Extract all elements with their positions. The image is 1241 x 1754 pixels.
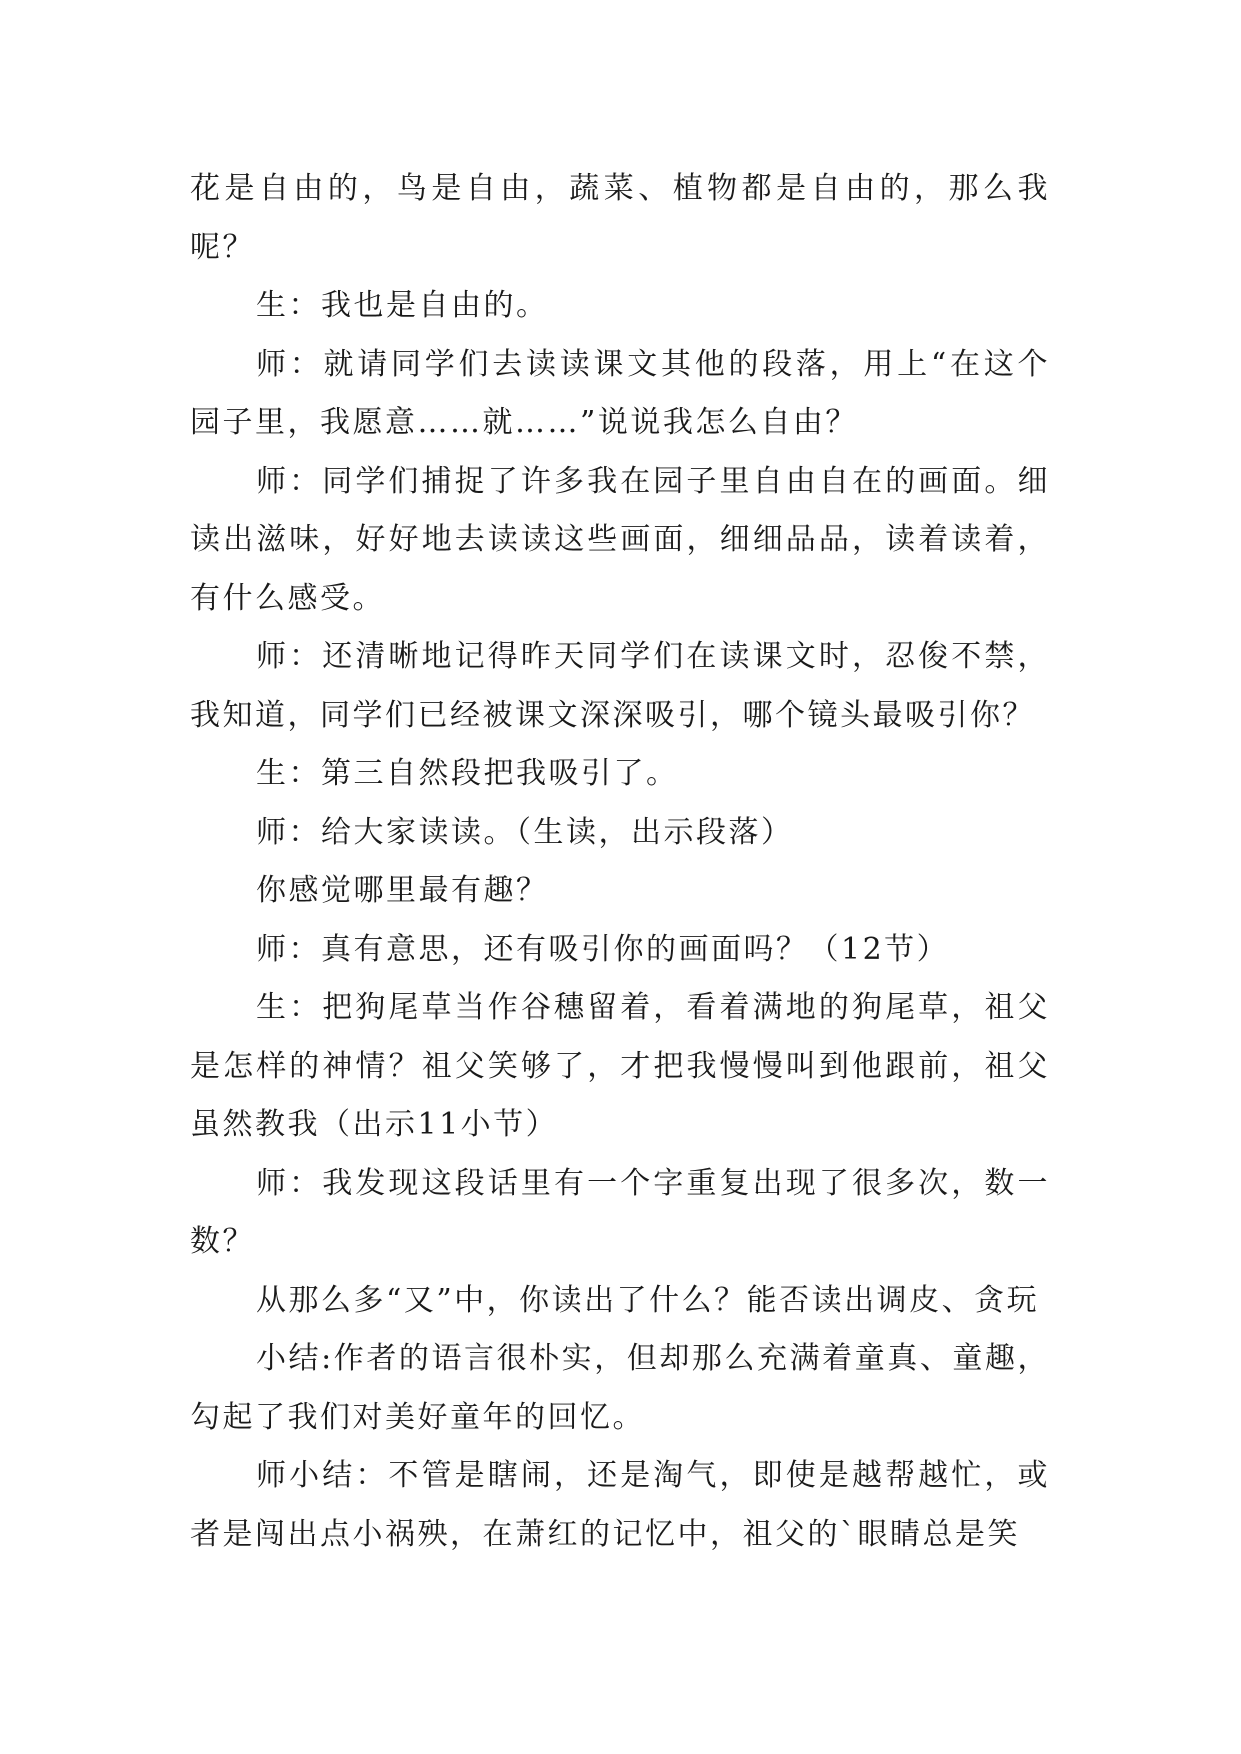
paragraph: 花是自由的，鸟是自由，蔬菜、植物都是自由的，那么我呢？ <box>190 171 1050 265</box>
paragraph: 师：还清晰地记得昨天同学们在读课文时，忍俊不禁，我知道，同学们已经被课文深深吸引，哪个镜头最吸引你？ <box>190 639 1050 733</box>
paragraph: 师小结：不管是瞎闹，还是淘气，即使是越帮越忙，或者是闯出点小祸殃，在萧红的记忆中，祖父的`眼睛总是笑 <box>190 1458 1050 1552</box>
paragraph: 从那么多“又”中，你读出了什么？能否读出调皮、贪玩 <box>256 1282 1040 1318</box>
paragraph: 你感觉哪里最有趣？ <box>256 873 549 908</box>
paragraph: 师：同学们捕捉了许多我在园子里自由自在的画面。细读出滋味，好好地去读读这些画面，细细品品，读着读着，有什么感受。 <box>190 463 1050 616</box>
paragraph: 师：真有意思，还有吸引你的画面吗？（12节） <box>256 931 950 967</box>
paragraph: 小结:作者的语言很朴实，但却那么充满着童真、童趣，勾起了我们对美好童年的回忆。 <box>190 1341 1050 1435</box>
paragraph: 生：把狗尾草当作谷穗留着，看着满地的狗尾草，祖父是怎样的神情？祖父笑够了，才把我慢慢叫到他跟前，祖父虽然教我（出示11小节） <box>190 990 1050 1142</box>
document-body <box>190 160 1050 1564</box>
paragraph: 生：我也是自由的。 <box>256 288 549 323</box>
paragraph: 生：第三自然段把我吸引了。 <box>256 756 679 791</box>
paragraph: 师：我发现这段话里有一个字重复出现了很多次，数一数？ <box>190 1165 1050 1259</box>
paragraph: 师：就请同学们去读读课文其他的段落，用上“在这个园子里，我愿意……就……”说说我怎么自由？ <box>190 346 1050 440</box>
paragraph: 师：给大家读读。（生读，出示段落） <box>256 814 794 850</box>
